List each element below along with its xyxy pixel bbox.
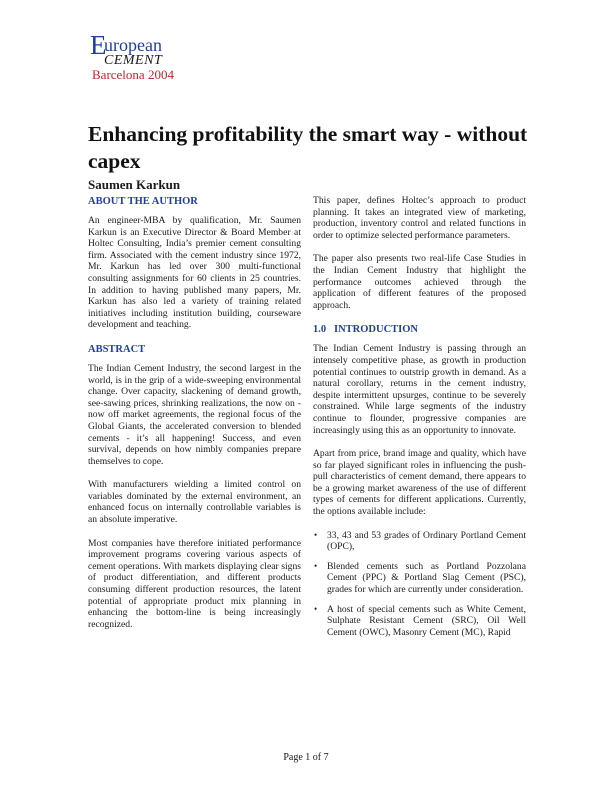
- right-column: [313, 195, 526, 648]
- bullet-icon: •: [314, 560, 318, 571]
- list-item: [314, 529, 526, 553]
- paper-author: Saumen Karkun: [88, 177, 181, 192]
- bullet-icon: •: [314, 529, 318, 540]
- abstract-paragraph-2: With manufacturers wielding a limited control on variables dominated by the external environment, an enhanced focus on internally controllable variables is an absolute imperative.: [88, 479, 301, 526]
- logo-line-location: Barcelona 2004: [92, 67, 174, 82]
- list-item: [314, 603, 526, 639]
- conference-logo: [90, 30, 210, 83]
- list-item-text: A host of special cements such as White Cement, Sulphate Resistant Cement (SRC), Oil Well Cement (OWC), Masonry Cement (MC), Rapid: [327, 603, 526, 638]
- case-studies-paragraph: The paper also presents two real-life Case Studies in the Indian Cement Industry that highlight the performance outcomes achieved through the application of different features of the proposed approach.: [313, 253, 526, 311]
- approach-paragraph: This paper, defines Holtec’s approach to product planning. It takes an integrated view of marketing, production, inventory control and related functions in order to optimize selected performance parameters.: [313, 195, 526, 241]
- list-item-text: Blended cements such as Portland Pozzolana Cement (PPC) & Portland Slag Cement (PSC), grades for which are currently under consideration.: [327, 560, 526, 596]
- list-item-text: 33, 43 and 53 grades of Ordinary Portland Cement (OPC),: [327, 529, 526, 553]
- introduction-paragraph-1: The Indian Cement Industry is passing through an intensely competitive phase, as growth in production potential continues to outstrip growth in demand. As a natural corollary, returns in the cement industry, despite intermittent upsurges, continue to be severely constrained. While large segments of the industry continue to flounder, progressive companies are increasingly using this as an opportunity to innovate.: [313, 343, 526, 436]
- about-author-heading: ABOUT THE AUTHOR: [88, 196, 198, 207]
- list-item: [314, 560, 526, 596]
- logo-line-cement: CEMENT: [104, 53, 163, 68]
- abstract-heading: ABSTRACT: [88, 343, 146, 355]
- abstract-paragraph-3: Most companies have therefore initiated performance improvement programs covering various aspects of cement operations. With markets displaying clear signs of product differentiation, and different products consuming different production resources, the latent potential of appropriate product mix planning in enhancing the bottom-line is being increasingly recognized.: [88, 537, 301, 630]
- paper-title: Enhancing profitability the smart way - without capex: [88, 122, 528, 173]
- bullet-icon: •: [314, 603, 318, 614]
- introduction-heading: 1.0 INTRODUCTION: [313, 324, 419, 336]
- cement-options-list: [313, 530, 526, 639]
- left-column: [88, 195, 301, 642]
- logo-letter: E: [90, 30, 107, 60]
- introduction-paragraph-2: Apart from price, brand image and quality, which have so far played significant roles in influencing the push-pull characteristics of cement demand, there appears to be a growing market awareness of the use of different types of cements for different applications. Currently, the options available include:: [313, 448, 526, 518]
- logo-line-european: uropean: [104, 35, 162, 55]
- page-number: Page 1 of 7: [283, 752, 329, 763]
- about-author-text: An engineer-MBA by qualification, Mr. Saumen Karkun is an Executive Director & Board Member at Holtec Consulting, India’s premier cement consulting firm. Associated with the cement industry since 1972, Mr. Karkun has led over 300 multi-functional consulting assignments for 60 clients in 25 countries. In addition to having published many papers, Mr. Karkun has also led a variety of training related initiatives including institution building, courseware development and teaching.: [88, 215, 301, 331]
- abstract-paragraph-1: The Indian Cement Industry, the second largest in the world, is in the grip of a wide-sweeping environmental change. Over capacity, slackening of demand growth, see-sawing prices, shrinking realizations, the now on - now off market agreements, the regional focus of the Global Giants, the accelerated conversion to blended cements - it’s all happening! Success, and even survival, depends on how nimbly companies prepare themselves to cope.: [88, 362, 301, 467]
